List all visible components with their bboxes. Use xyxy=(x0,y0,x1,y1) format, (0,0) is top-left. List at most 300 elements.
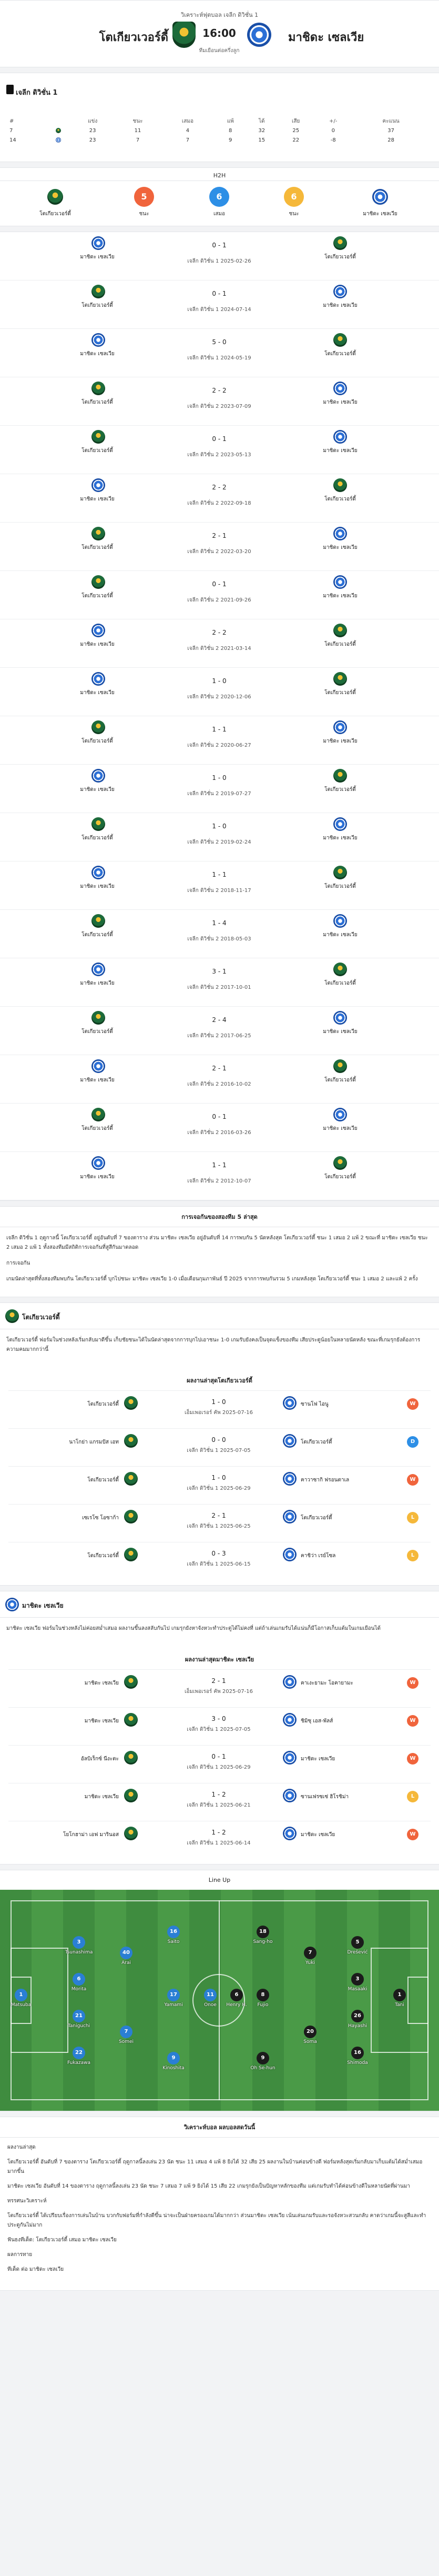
h2h-paragraph: เกมนัดล่าสุดที่ทั้งสองทีมพบกัน โตเกียวเวอร์ดี้ บุกไปชนะ มาชิดะ เซลเวีย 1-0 เมื่อเดือนกุมภาพันธ์ ปี 2025 จากการพบกันรวม 5 เกมหลังสุด โตเกียวเวอร์ดี้ ชนะ 1 เสมอ 2 และแพ้ 2 ครั้ง xyxy=(6,1276,418,1282)
match-home-name: โตเกียวเวอร์ดี้ xyxy=(81,399,113,405)
team-crest-icon xyxy=(124,1713,138,1727)
home-team-header xyxy=(0,1303,439,1329)
table-row[interactable] xyxy=(0,1152,439,1200)
row-gf: 32 xyxy=(258,127,266,134)
player-home[interactable] xyxy=(63,2010,95,2029)
home-team-desc: โตเกียวเวอร์ดี้ ฟอร์มในช่วงหลังเริ่มกลับมาดีขึ้น เก็บชัยชนะได้ในนัดล่าสุดจากการบุกไปเอาชนะ 1-0 เกมรับยังคงเป็นจุดแข็งของทีม เสียประตูน้อยในหลายนัดหลัง ขณะที่เกมรุกยังต้องการความคมมากกว่านี้ xyxy=(6,1337,421,1352)
team-crest-icon xyxy=(283,1827,297,1840)
match-date: เจลีก ดิวิชั่น 2 2016-03-26 xyxy=(187,1130,251,1136)
away-team-title: มาชิดะ เซลเวีย xyxy=(22,1602,64,1609)
table-row[interactable] xyxy=(0,765,439,813)
h2h-paragraph: เจลีก ดิวิชั่น 1 ฤดูกาลนี้ โตเกียวเวอร์ดี้ อยู่อันดับที่ 7 ของตาราง ส่วน มาชิดะ เซลเวีย อยู่อันดับที่ 14 การพบกัน 5 นัดหลังสุด โตเกียวเวอร์ดี้ ชนะ 1 เสมอ 2 แพ้ 2 ขณะที่ มาชิดะ เซลเวีย ชนะ 2 เสมอ 2 แพ้ 1 ทั้งสองทีมมีสถิติการเจอกันที่สูสีกันมาตลอด xyxy=(6,1235,428,1250)
away-crest-icon xyxy=(91,624,105,637)
recent-home-name: โตเกียวเวอร์ดี้ xyxy=(87,1553,119,1559)
recent-score: 1 - 0 xyxy=(211,1474,226,1481)
match-away-name: มาชิดะ เซลเวีย xyxy=(323,399,358,405)
table-row[interactable] xyxy=(8,1542,431,1580)
result-badge: L xyxy=(407,1791,418,1802)
player-number: 7 xyxy=(304,1947,317,1959)
away-crest-icon xyxy=(56,137,61,143)
result-badge: L xyxy=(407,1512,418,1523)
team-crest-icon xyxy=(283,1472,297,1486)
player-number: 9 xyxy=(257,2052,269,2064)
player-home[interactable] xyxy=(110,1947,142,1966)
recent-score: 1 - 0 xyxy=(211,1398,226,1406)
recent-date: เจลีก ดิวิชั่น 1 2025-07-05 xyxy=(187,1448,251,1454)
match-date: เจลีก ดิวิชั่น 1 2024-07-14 xyxy=(187,307,251,313)
match-date: เจลีก ดิวิชั่น 2 2016-10-02 xyxy=(187,1081,251,1087)
recent-date: เอ็มเพอเรอร์ คัพ 2025-07-16 xyxy=(185,1410,253,1416)
recent-score: 1 - 2 xyxy=(211,1829,226,1836)
match-home-name: โตเกียวเวอร์ดี้ xyxy=(81,448,113,454)
table-row[interactable] xyxy=(0,523,439,571)
match-home-name: โตเกียวเวอร์ดี้ xyxy=(81,738,113,744)
match-date: เจลีก ดิวิชั่น 2 2020-12-06 xyxy=(187,694,251,700)
match-home-name: มาชิดะ เซลเวีย xyxy=(80,642,115,647)
match-home-name: มาชิดะ เซลเวีย xyxy=(80,496,115,502)
table-row[interactable] xyxy=(0,1055,439,1104)
result-badge: W xyxy=(407,1474,418,1486)
table-row[interactable] xyxy=(8,1390,431,1428)
match-score: 1 - 4 xyxy=(212,919,227,927)
player-number: 16 xyxy=(351,2047,364,2059)
home-crest-icon xyxy=(91,1108,105,1121)
table-row[interactable] xyxy=(9,126,430,135)
match-home-name: โตเกียวเวอร์ดี้ xyxy=(81,1029,113,1035)
analysis-title: วิเคราะห์บอล ผลบอลสดวันนี้ xyxy=(0,2117,439,2138)
recent-date: เจลีก ดิวิชั่น 1 2025-06-21 xyxy=(187,1802,251,1808)
player-home[interactable] xyxy=(63,1936,95,1955)
row-gd: -8 xyxy=(330,137,336,143)
home-crest-icon xyxy=(47,189,63,205)
home-wins-label: ชนะ xyxy=(139,211,149,217)
match-home-name: มาชิดะ เซลเวีย xyxy=(80,884,115,889)
player-away[interactable] xyxy=(342,2047,373,2066)
match-score: 2 - 2 xyxy=(212,629,227,636)
match-score: 2 - 4 xyxy=(212,1016,227,1024)
row-ga: 25 xyxy=(292,127,300,134)
col-gd: +/- xyxy=(329,118,338,124)
row-ga: 22 xyxy=(292,137,300,143)
match-date: เจลีก ดิวิชั่น 2 2017-06-25 xyxy=(187,1033,251,1039)
row-gf: 15 xyxy=(258,137,266,143)
team-crest-icon xyxy=(283,1510,297,1523)
player-number: 22 xyxy=(73,2047,85,2059)
match-score: 3 - 1 xyxy=(212,968,227,975)
away-crest-icon xyxy=(91,672,105,686)
player-home[interactable] xyxy=(110,2026,142,2044)
row-pts: 37 xyxy=(387,127,394,134)
recent-away-name: โตเกียวเวอร์ดี้ xyxy=(301,1439,332,1445)
team-crest-icon xyxy=(124,1510,138,1523)
away-crest-icon xyxy=(333,914,347,928)
standings-header-row xyxy=(9,116,430,126)
team-crest-icon xyxy=(283,1548,297,1561)
recent-home-name: โตเกียวเวอร์ดี้ xyxy=(87,1477,119,1483)
match-date: เจลีก ดิวิชั่น 2 2023-07-09 xyxy=(187,404,251,409)
player-away[interactable] xyxy=(221,1989,252,2008)
match-date: เจลีก ดิวิชั่น 2 2019-07-27 xyxy=(187,791,251,797)
player-name: Tsunashima xyxy=(65,1950,93,1955)
recent-away-name: มาชิดะ เซลเวีย xyxy=(301,1756,335,1762)
team-crest-icon xyxy=(283,1789,297,1802)
h2h-text-card xyxy=(0,1206,439,1297)
match-score: 5 - 0 xyxy=(212,338,227,346)
player-number: 16 xyxy=(167,1926,180,1938)
match-date: เจลีก ดิวิชั่น 2 2012-10-07 xyxy=(187,1178,251,1184)
player-away[interactable] xyxy=(247,2052,279,2071)
player-number: 17 xyxy=(167,1989,180,2001)
table-row[interactable] xyxy=(0,280,439,329)
match-away-name: โตเกียวเวอร์ดี้ xyxy=(324,642,356,647)
match-away-name: โตเกียวเวอร์ดี้ xyxy=(324,254,356,260)
team-crest-icon xyxy=(124,1396,138,1410)
recent-away-name: คาวาซากิ ฟรอนตาเล xyxy=(301,1477,350,1483)
away-crest-icon xyxy=(333,1011,347,1025)
match-home-name: โตเกียวเวอร์ดี้ xyxy=(81,545,113,550)
player-away[interactable] xyxy=(342,1936,373,1955)
player-number: 6 xyxy=(73,1973,85,1986)
standings-table xyxy=(9,116,430,145)
match-away-name: มาชิดะ เซลเวีย xyxy=(323,448,358,454)
team-crest-icon xyxy=(124,1827,138,1840)
team-crest-icon xyxy=(124,1675,138,1689)
player-name: Matsuba xyxy=(11,2002,32,2008)
match-date: เจลีก ดิวิชั่น 2 2022-03-20 xyxy=(187,549,251,555)
match-away-name: มาชิดะ เซลเวีย xyxy=(323,932,358,938)
recent-home-name: โตเกียวเวอร์ดี้ xyxy=(87,1401,119,1407)
player-away[interactable] xyxy=(342,1973,373,1992)
table-row[interactable] xyxy=(0,1104,439,1152)
home-crest-icon xyxy=(91,914,105,928)
player-number: 6 xyxy=(230,1989,243,2001)
away-crest-icon xyxy=(333,720,347,734)
result-badge: D xyxy=(407,1436,418,1448)
player-name: Onoe xyxy=(204,2002,217,2008)
recent-date: เอ็มเพอเรอร์ คัพ 2025-07-16 xyxy=(185,1689,253,1695)
player-number: 5 xyxy=(351,1936,364,1949)
table-row[interactable] xyxy=(0,377,439,426)
away-crest-icon xyxy=(333,430,347,444)
match-score: 1 - 0 xyxy=(212,823,227,830)
player-name: Yamami xyxy=(164,2002,183,2008)
table-row[interactable] xyxy=(0,426,439,474)
table-row[interactable] xyxy=(0,668,439,716)
h2h-title: H2H xyxy=(213,172,226,179)
player-home[interactable] xyxy=(5,1989,37,2008)
table-row[interactable] xyxy=(0,910,439,958)
player-name: Soma xyxy=(303,2039,317,2044)
away-crest-icon xyxy=(91,1059,105,1073)
result-badge: W xyxy=(407,1753,418,1765)
table-row[interactable] xyxy=(0,474,439,523)
match-date: เจลีก ดิวิชั่น 1 2024-05-19 xyxy=(187,355,251,361)
table-row[interactable] xyxy=(0,861,439,910)
player-away[interactable] xyxy=(294,2026,326,2044)
home-crest-icon xyxy=(333,963,347,976)
table-row[interactable] xyxy=(8,1821,431,1859)
match-away-name: โตเกียวเวอร์ดี้ xyxy=(324,351,356,357)
recent-date: เจลีก ดิวิชั่น 1 2025-06-14 xyxy=(187,1840,251,1846)
table-row[interactable] xyxy=(8,1428,431,1466)
away-crest-icon xyxy=(91,769,105,783)
match-score: 1 - 1 xyxy=(212,871,227,878)
player-away[interactable] xyxy=(342,2010,373,2029)
draws-label: เสมอ xyxy=(213,211,226,217)
analysis-paragraph: ฟันธงทีเด็ด: โตเกียวเวอร์ดี้ เสมอ มาชิดะ เซลเวีย xyxy=(7,2237,117,2243)
row-draw: 4 xyxy=(186,127,190,134)
h2h-home-name: โตเกียวเวอร์ดี้ xyxy=(39,211,71,217)
match-away-name: โตเกียวเวอร์ดี้ xyxy=(324,496,356,502)
team-crest-icon xyxy=(124,1548,138,1561)
away-crest-icon xyxy=(333,1108,347,1121)
home-crest-icon xyxy=(333,333,347,347)
recent-home-name: มาชิดะ เซลเวีย xyxy=(84,1794,119,1800)
analysis-paragraph: โตเกียวเวอร์ดี้ ได้เปรียบเรื่องการเล่นในบ้าน บวกกับฟอร์มที่กำลังดีขึ้น น่าจะเป็นฝ่ายครองเกมได้มากกว่า ส่วนมาชิดะ เซลเวีย เน้นเล่นเกมรับและรอจังหวะสวนกลับ คาดว่าเกมนี้จะสูสีและทำประตูกันไม่มาก xyxy=(7,2213,426,2228)
match-score: 0 - 1 xyxy=(212,290,227,297)
home-crest-icon xyxy=(91,430,105,444)
recent-score: 1 - 2 xyxy=(211,1791,226,1798)
away-crest-icon xyxy=(91,333,105,347)
team-crest-icon xyxy=(283,1396,297,1410)
row-win: 7 xyxy=(136,137,140,143)
col-draw: เสมอ xyxy=(181,118,194,124)
match-away-name: โตเกียวเวอร์ดี้ xyxy=(324,980,356,986)
away-recent xyxy=(0,1646,439,1864)
h2h-subheading: การเจอกัน xyxy=(6,1260,30,1266)
match-away-name: โตเกียวเวอร์ดี้ xyxy=(324,690,356,696)
home-crest-icon xyxy=(333,1156,347,1170)
match-header xyxy=(0,0,439,67)
player-number: 7 xyxy=(120,2026,132,2038)
player-name: Oh Se-hun xyxy=(250,2066,275,2071)
recent-away-name: โตเกียวเวอร์ดี้ xyxy=(301,1515,332,1521)
row-played: 23 xyxy=(89,127,96,134)
recent-away-name: ซานเฟรซเซ่ ฮิโรชิม่า xyxy=(301,1794,349,1800)
away-crest-icon xyxy=(333,285,347,298)
match-home-name: โตเกียวเวอร์ดี้ xyxy=(81,835,113,841)
recent-date: เจลีก ดิวิชั่น 1 2025-06-29 xyxy=(187,1765,251,1770)
away-recent-title: ผลงานล่าสุดมาชิดะ เซลเวีย xyxy=(185,1656,254,1663)
player-home[interactable] xyxy=(63,2047,95,2066)
table-row[interactable] xyxy=(0,232,439,280)
away-team-desc: มาชิดะ เซลเวีย ฟอร์มในช่วงหลังไม่ค่อยสม่ำเสมอ ผลงานขึ้นลงสลับกันไป เกมรุกยังหาจังหวะทำประตูได้ไม่คงที่ แต่ถ้าเล่นเกมรับได้แน่นก็มีโอกาสเก็บแต้มในเกมเยือนได้ xyxy=(6,1626,381,1631)
col-ga: เสีย xyxy=(292,118,300,124)
analysis-subheading: ผลงานล่าสุด xyxy=(7,2144,36,2150)
result-badge: W xyxy=(407,1677,418,1689)
result-badge: W xyxy=(407,1398,418,1410)
analysis-subheading: ทรรศนะวิเคราะห์ xyxy=(7,2198,47,2204)
jleague-logo-icon xyxy=(6,85,14,94)
home-crest-icon xyxy=(333,236,347,250)
table-row[interactable] xyxy=(0,958,439,1007)
recent-home-name: เซเรโซ โอซาก้า xyxy=(82,1515,119,1521)
match-home-name: มาชิดะ เซลเวีย xyxy=(80,690,115,696)
away-team-header xyxy=(0,1591,439,1618)
home-wins-count: 5 xyxy=(134,187,154,207)
match-home-name: มาชิดะ เซลเวีย xyxy=(80,1077,115,1083)
home-crest-icon xyxy=(333,769,347,783)
match-home-name: โตเกียวเวอร์ดี้ xyxy=(81,593,113,599)
recent-date: เจลีก ดิวิชั่น 1 2025-06-29 xyxy=(187,1486,251,1491)
away-crest-icon xyxy=(5,1598,19,1611)
col-pts: คะแนน xyxy=(382,118,400,124)
match-away-name: มาชิดะ เซลเวีย xyxy=(323,545,358,550)
table-row[interactable] xyxy=(0,329,439,377)
home-recent-title: ผลงานล่าสุดโตเกียวเวอร์ดี้ xyxy=(187,1377,252,1384)
match-away-name: มาชิดะ เซลเวีย xyxy=(323,303,358,308)
player-number: 20 xyxy=(304,2026,317,2038)
table-row[interactable] xyxy=(8,1504,431,1542)
kickoff-time: 16:00 xyxy=(202,27,236,39)
analysis-paragraph: โตเกียวเวอร์ดี้ อันดับที่ 7 ของตาราง โตเกียวเวอร์ดี้ ฤดูกาลนี้ลงเล่น 23 นัด ชนะ 11 เสมอ 4 แพ้ 8 ยิงได้ 32 เสีย 25 ผลงานในบ้านค่อนข้างดี ฟอร์มหลังสุดเริ่มกลับมาเก็บแต้มได้สม่ำเสมอมากขึ้น xyxy=(7,2159,423,2174)
row-played: 23 xyxy=(89,137,96,143)
table-row[interactable] xyxy=(8,1707,431,1745)
handicap-note: ทีมเยือนต่อครึ่งลูก xyxy=(199,48,240,54)
away-team-name[interactable]: มาชิดะ เซลเวีย xyxy=(288,31,364,44)
recent-away-name: มาชิดะ เซลเวีย xyxy=(301,1832,335,1838)
match-date: เจลีก ดิวิชั่น 2 2020-06-27 xyxy=(187,743,251,748)
match-home-name: มาชิดะ เซลเวีย xyxy=(80,787,115,793)
col-loss: แพ้ xyxy=(227,118,234,124)
away-team-card xyxy=(0,1591,439,1865)
recent-date: เจลีก ดิวิชั่น 1 2025-07-05 xyxy=(187,1727,251,1732)
h2h-text-title: การเจอกันของสองทีม 5 ล่าสุด xyxy=(0,1207,439,1227)
standings-card xyxy=(0,73,439,162)
match-away-name: โตเกียวเวอร์ดี้ xyxy=(324,1077,356,1083)
table-row[interactable] xyxy=(8,1466,431,1504)
match-away-name: โตเกียวเวอร์ดี้ xyxy=(324,787,356,793)
match-home-name: มาชิดะ เซลเวีย xyxy=(80,351,115,357)
pitch xyxy=(0,1890,439,2111)
home-crest-icon xyxy=(5,1309,19,1323)
table-row[interactable] xyxy=(0,1007,439,1055)
recent-away-name: ซานโฟ ไอนู xyxy=(301,1401,329,1407)
table-row[interactable] xyxy=(0,619,439,668)
player-name: Henry H. xyxy=(226,2002,247,2008)
away-crest-icon xyxy=(333,527,347,540)
home-crest-icon[interactable] xyxy=(172,22,196,48)
result-badge: W xyxy=(407,1829,418,1840)
recent-score: 2 - 1 xyxy=(211,1677,226,1685)
player-home[interactable] xyxy=(158,1989,189,2008)
match-score: 0 - 1 xyxy=(212,242,227,249)
player-name: Hayashi xyxy=(348,2023,367,2029)
analysis-subheading: ผลการทาย xyxy=(7,2252,33,2258)
team-crest-icon xyxy=(124,1751,138,1765)
table-row[interactable] xyxy=(8,1745,431,1783)
player-home[interactable] xyxy=(158,2052,189,2071)
row-pos: 7 xyxy=(9,127,13,134)
home-crest-icon xyxy=(56,128,61,133)
standings-title: เจลีก ดิวิชั่น 1 xyxy=(16,89,58,97)
col-gf: ได้ xyxy=(259,118,265,124)
col-played: แข่ง xyxy=(88,118,98,124)
match-date: เจลีก ดิวิชั่น 2 2021-03-14 xyxy=(187,646,251,651)
row-crest xyxy=(46,126,70,135)
player-home[interactable] xyxy=(63,1973,95,1992)
match-home-name: โตเกียวเวอร์ดี้ xyxy=(81,932,113,938)
player-number: 3 xyxy=(73,1936,85,1949)
player-number: 8 xyxy=(257,1989,269,2001)
away-wins-label: ชนะ xyxy=(289,211,299,217)
away-crest-icon xyxy=(91,963,105,976)
match-score: 2 - 2 xyxy=(212,484,227,491)
recent-score: 2 - 1 xyxy=(211,1512,226,1519)
recent-home-name: มาชิดะ เซลเวีย xyxy=(84,1718,119,1724)
player-home[interactable] xyxy=(158,1926,189,1944)
row-win: 11 xyxy=(134,127,141,134)
analysis-card xyxy=(0,2117,439,2291)
player-name: Fujio xyxy=(257,2002,269,2008)
home-crest-icon xyxy=(91,575,105,589)
table-row[interactable] xyxy=(9,135,430,145)
analysis-paragraph: มาชิดะ เซลเวีย อันดับที่ 14 ของตาราง ฤดูกาลนี้ลงเล่น 23 นัด ชนะ 7 เสมอ 7 แพ้ 9 ยิงได้ 15 เสีย 22 เกมรุกยังเป็นปัญหาหลักของทีม แต่เกมรับทำได้ค่อนข้างดีในหลายนัดที่ผ่านมา xyxy=(7,2183,410,2189)
table-row[interactable] xyxy=(0,571,439,619)
match-away-name: มาชิดะ เซลเวีย xyxy=(323,593,358,599)
table-row[interactable] xyxy=(8,1669,431,1707)
away-crest-icon[interactable] xyxy=(247,23,271,47)
recent-away-name: ชิมิซุ เอส-พัลส์ xyxy=(301,1718,333,1724)
player-name: Masaaki xyxy=(348,1987,367,1992)
team-crest-icon xyxy=(124,1434,138,1448)
match-home-name: โตเกียวเวอร์ดี้ xyxy=(81,1126,113,1131)
league-title: วิเคราะห์ฟุตบอล เจลีก ดิวิชั่น 1 xyxy=(180,12,259,18)
home-team-name[interactable]: โตเกียวเวอร์ดี้ xyxy=(99,31,168,44)
h2h-card xyxy=(0,167,439,226)
table-row[interactable] xyxy=(0,716,439,765)
table-row[interactable] xyxy=(0,813,439,861)
player-away[interactable] xyxy=(294,1947,326,1966)
home-crest-icon xyxy=(333,1059,347,1073)
player-number: 9 xyxy=(167,2052,180,2064)
home-crest-icon xyxy=(91,817,105,831)
away-crest-icon xyxy=(91,236,105,250)
col-win: ชนะ xyxy=(132,118,143,124)
away-crest-icon xyxy=(91,1156,105,1170)
table-row[interactable] xyxy=(8,1783,431,1821)
match-score: 1 - 0 xyxy=(212,677,227,685)
recent-date: เจลีก ดิวิชั่น 1 2025-06-25 xyxy=(187,1523,251,1529)
home-team-title: โตเกียวเวอร์ดี้ xyxy=(22,1314,60,1321)
h2h-match-list xyxy=(0,232,439,1201)
home-recent xyxy=(0,1367,439,1585)
player-name: Sang-ho xyxy=(253,1939,273,1944)
match-score: 0 - 1 xyxy=(212,580,227,588)
away-crest-icon xyxy=(333,817,347,831)
player-number: 1 xyxy=(393,1989,406,2001)
player-name: Tani xyxy=(395,2002,404,2008)
player-name: Saito xyxy=(167,1939,180,1944)
player-away[interactable] xyxy=(384,1989,415,2008)
prediction: ทีเด็ด ต่อ มาชิดะ เซลเวีย xyxy=(7,2267,64,2272)
home-crest-icon xyxy=(91,1011,105,1025)
lineup-title: Line Up xyxy=(208,1877,231,1883)
match-score: 0 - 1 xyxy=(212,435,227,443)
home-crest-icon xyxy=(333,866,347,879)
recent-home-name: มาชิดะ เซลเวีย xyxy=(84,1680,119,1686)
match-score: 1 - 0 xyxy=(212,774,227,781)
recent-home-name: นาโกย่า แกรมปัส เอท xyxy=(69,1439,119,1445)
team-crest-icon xyxy=(283,1751,297,1765)
player-away[interactable] xyxy=(247,1926,279,1944)
player-number: 18 xyxy=(257,1926,269,1938)
match-home-name: มาชิดะ เซลเวีย xyxy=(80,980,115,986)
result-badge: L xyxy=(407,1550,418,1561)
team-crest-icon xyxy=(124,1789,138,1802)
away-wins-count: 6 xyxy=(284,187,304,207)
away-crest-icon xyxy=(333,382,347,395)
